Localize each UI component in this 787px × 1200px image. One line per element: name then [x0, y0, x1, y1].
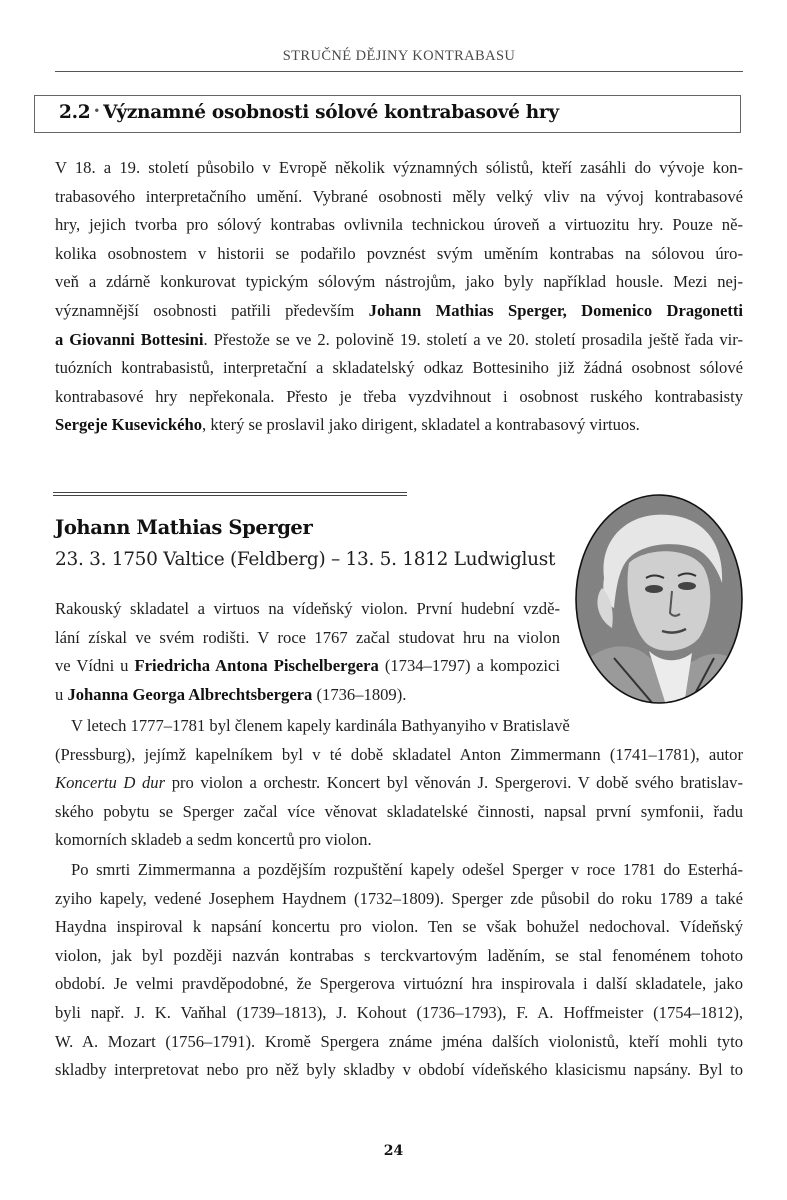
bio-paragraph-3 [55, 856, 743, 1085]
section-number: 2.2 [59, 102, 91, 123]
bio-paragraph-1 [55, 595, 560, 709]
bold-name: Friedricha Antona Pischelbergera [134, 656, 379, 676]
text-line: hry, jejich tvorba pro sólový kontrabas ovlivnila technickou úroveň a virtuozitu hry. Pouze ně- [55, 215, 743, 235]
text-line: období. Je velmi pravděpodobné, že Spergerova virtuózní hra inspirovala i další skladatele, jako [55, 974, 743, 994]
bold-name: Sergeje Kusevického [55, 415, 203, 435]
text-line [55, 769, 743, 798]
biography-name: Johann Mathias Sperger [55, 516, 313, 539]
text-line: byli např. J. K. Vaňhal (1739–1813), J. Kohout (1736–1793), F. A. Hoffmeister (1754–1812), [55, 1002, 743, 1022]
text-line [55, 326, 743, 355]
bullet-icon: • [93, 104, 101, 118]
text-line: V 18. a 19. století působilo v Evropě několik významných sólistů, kteří zasáhli do vývoje kon- [55, 158, 743, 177]
section-heading-box [34, 95, 741, 133]
header-rule [55, 71, 743, 72]
text-line: V letech 1777–1781 byl členem kapely kardinála Bathyanyiho v Bratislavě [71, 716, 570, 735]
text-line: kolika osobnostem v historii se podařilo povznést svým uměním kontrabas na sólovou úro- [55, 243, 743, 263]
bio-paragraph-2 [55, 712, 743, 855]
section-title-text: Významné osobnosti sólové kontrabasové hry [103, 102, 559, 123]
text-line: (Pressburg), jejímž kapelníkem byl v té době skladatel Anton Zimmermann (1741–1781), autor [55, 744, 743, 764]
section-title [59, 102, 559, 123]
text-span: (1736–1809). [312, 684, 407, 704]
text-span: (1734–1797) a kompozici [378, 656, 560, 676]
text-line: veň a zdárně konkurovat typickým sólovým nástrojům, jako byly například housle. Mezi nej- [55, 272, 743, 292]
text-line: Rakouský skladatel a virtuos na vídeňský violon. První hudební vzdě- [55, 599, 560, 618]
text-line: tuózních kontrabasistů, interpretační a skladatelský odkaz Bottesiniho již žádná osobnost sólové [55, 358, 743, 378]
text-span: . Přestože se ve 2. polovině 19. století a ve 20. století prosadila ještě řada vir- [203, 329, 743, 349]
page-number: 24 [383, 1143, 404, 1159]
bold-names: a Giovanni Bottesini [55, 329, 204, 349]
text-span: u [55, 684, 68, 704]
intro-paragraph [55, 154, 743, 440]
text-line: Haydna inspiroval k napsání koncertu pro violon. Ten se však bohužel nedochoval. Vídeňský [55, 917, 743, 937]
text-span: významnější osobnosti patřili především [55, 300, 369, 320]
text-line: skladby interpretovat nebo pro něž byly skladby v období vídeňského klasicismu napsány. Byl to [55, 1060, 743, 1080]
text-line: W. A. Mozart (1756–1791). Kromě Spergera známe jména dalších violonistů, kteří mohli tyto [55, 1031, 743, 1051]
double-rule-divider [53, 492, 407, 496]
text-line: violon, jak byl později nazván kontrabas s terckvartovým laděním, se stal fenoménem tohoto [55, 945, 743, 965]
text-span: , který se proslavil jako dirigent, skladatel a kontrabasový virtuos. [202, 415, 640, 435]
text-line: Po smrti Zimmermanna a pozdějším rozpuštění kapely odešel Sperger v roce 1781 do Esterhá- [71, 860, 743, 879]
text-line: ského pobytu se Sperger začal více věnovat skladatelské činnosti, napsal první symfonii, řadu [55, 801, 743, 821]
bold-names: Johann Mathias Sperger, Domenico Dragonetti [368, 300, 743, 320]
bold-name: Johanna Georga Albrechtsbergera [67, 684, 313, 704]
text-line: kontrabasové hry nepřekonala. Přesto je třeba vyzdvihnout i osobnost ruského kontrabasisty [55, 386, 743, 406]
text-line [55, 681, 560, 710]
text-line [55, 652, 560, 681]
text-line: zyiho kapely, vedené Josephem Haydnem (1732–1809). Sperger zde působil do roku 1789 a také [55, 888, 743, 908]
text-line: trabasového interpretačního umění. Vybrané osobnosti měly velký vliv na vývoj kontrabasové [55, 186, 743, 206]
text-span: ve Vídni u [55, 656, 135, 676]
portrait-image [574, 493, 744, 705]
text-span: pro violon a orchestr. Koncert byl věnován J. Spergerovi. V době svého bratislav- [165, 773, 743, 793]
text-line [55, 297, 743, 326]
running-head: STRUČNÉ DĚJINY KONTRABASU [282, 48, 516, 64]
text-line [55, 411, 743, 440]
text-line: komorních skladeb a sedm koncertů pro violon. [55, 830, 372, 850]
text-line: lání získal ve svém rodišti. V roce 1767 začal studovat hru na violon [55, 627, 560, 647]
biography-dates: 23. 3. 1750 Valtice (Feldberg) – 13. 5. 1812 Ludwiglust [55, 549, 556, 570]
italic-title: Koncertu D dur [55, 773, 166, 793]
